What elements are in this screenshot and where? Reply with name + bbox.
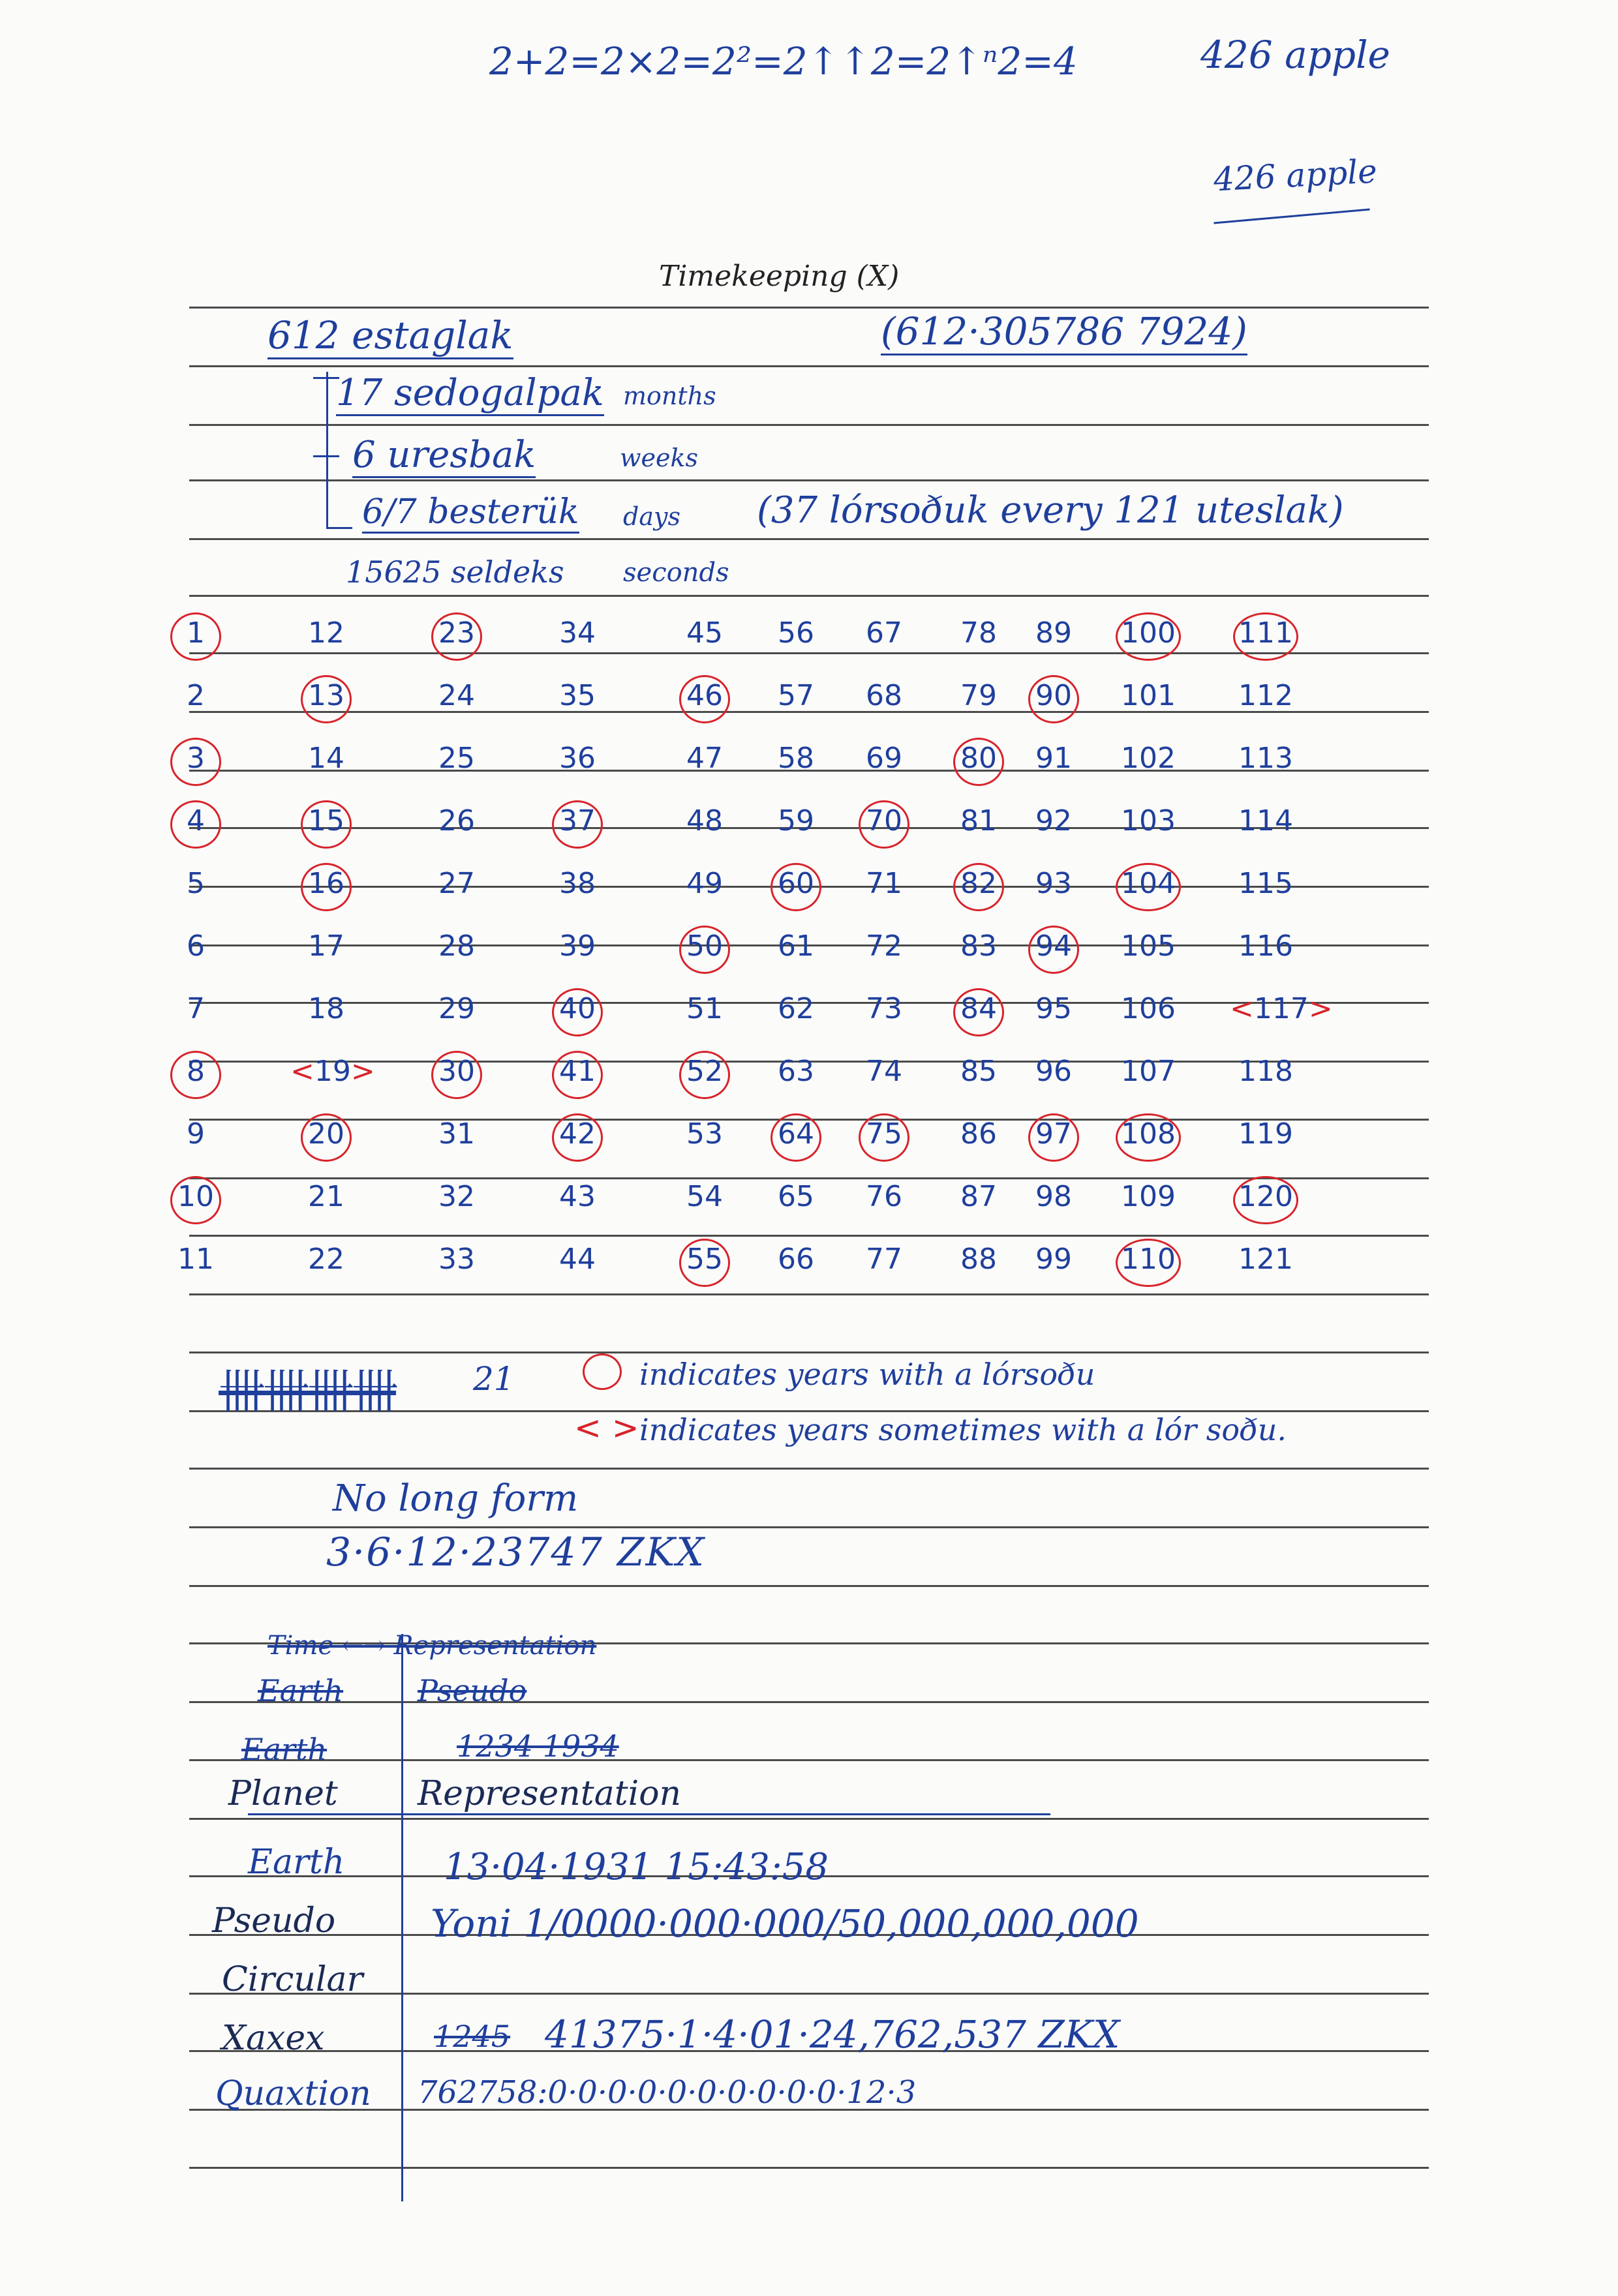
equation: 2+2=2×2=2²=2↑↑2=2↑ⁿ2=4: [489, 39, 1078, 83]
year-cell: 22: [308, 1243, 344, 1276]
year-cell: 3: [187, 742, 205, 775]
year-cell: 112: [1238, 679, 1293, 712]
year-cell: 61: [778, 929, 814, 963]
page-title: Timekeeping (X): [659, 260, 900, 293]
leap-year-circle: [1028, 1113, 1079, 1162]
leap-year-circle: [859, 800, 909, 849]
leap-year-circle: [1028, 926, 1079, 974]
year-cell: 39: [559, 929, 596, 963]
leap-year-circle: [431, 612, 482, 661]
year-cell: 102: [1121, 742, 1176, 775]
ruled-line: [189, 1993, 1429, 1995]
year-cell: 105: [1121, 929, 1176, 963]
year-cell: 71: [866, 867, 902, 900]
year-cell: 83: [960, 929, 997, 963]
year-cell: 8: [187, 1055, 205, 1088]
year-cell: 24: [438, 679, 475, 712]
leap-year-circle: [953, 988, 1004, 1036]
leap-year-circle: [771, 1113, 821, 1162]
year-cell: 37: [559, 804, 596, 838]
year-cell: 15: [308, 804, 344, 838]
leap-year-circle: [771, 863, 821, 911]
leap-year-circle: [170, 800, 221, 849]
ruled-line: [189, 479, 1429, 481]
year-cell: 12: [308, 616, 344, 650]
year-cell: 100: [1121, 616, 1176, 650]
leap-year-circle: [679, 675, 730, 723]
year-cell: 72: [866, 929, 902, 963]
table-divider: [401, 1634, 403, 2201]
year-cell: 73: [866, 992, 902, 1025]
ruled-line: [189, 307, 1429, 309]
year-cell: 53: [686, 1117, 723, 1151]
leap-year-circle: [679, 1051, 730, 1099]
leap-year-circle: [953, 738, 1004, 786]
year-cell: 97: [1035, 1117, 1072, 1151]
year-cell: 64: [778, 1117, 814, 1151]
long-form-note: No long form: [333, 1477, 579, 1520]
year-cell: 77: [866, 1243, 902, 1276]
year-cell: 34: [559, 616, 596, 650]
planet-xaxex: Xaxex: [222, 2019, 325, 2058]
year-cell: 28: [438, 929, 475, 963]
year-cell: 38: [559, 867, 596, 900]
year-cell: 50: [686, 929, 723, 963]
leap-year-circle: [859, 1113, 909, 1162]
year-cell: 21: [308, 1180, 344, 1213]
ruled-line: [189, 1235, 1429, 1237]
year-cell: 10: [177, 1180, 214, 1213]
year-cell: 94: [1035, 929, 1072, 963]
tally-marks: 卌卌卌卌: [219, 1364, 397, 1419]
year-cell: 67: [866, 616, 902, 650]
ruled-line: [189, 1759, 1429, 1761]
ruled-line: [189, 1701, 1429, 1703]
seconds-count: 15625 seldeks: [346, 554, 564, 590]
year-cell: 59: [778, 804, 814, 838]
year-cell: 111: [1238, 616, 1293, 650]
header-representation: Representation: [418, 1774, 682, 1813]
year-cell: 18: [308, 992, 344, 1025]
year-cell: 107: [1121, 1055, 1176, 1088]
ruled-line: [189, 2167, 1429, 2169]
year-cell: 11: [177, 1243, 214, 1276]
bracket-tick: [326, 527, 352, 529]
bracket-tick: [313, 377, 339, 379]
year-cell: 51: [686, 992, 723, 1025]
year-cell: <117>: [1230, 992, 1333, 1025]
year-cell: 121: [1238, 1243, 1293, 1276]
year-cell: 26: [438, 804, 475, 838]
year-cell: 115: [1238, 867, 1293, 900]
crossed-header-pseudo: Pseudo: [418, 1673, 527, 1708]
year-cell: 78: [960, 616, 997, 650]
ruled-line: [189, 1585, 1429, 1587]
year-cell: 44: [559, 1243, 596, 1276]
year-cell: 25: [438, 742, 475, 775]
year-cell: 2: [187, 679, 205, 712]
tally-count: 21: [473, 1360, 515, 1398]
planet-earth: Earth: [248, 1843, 345, 1882]
xaxex-struck: 1245: [434, 2019, 511, 2054]
year-cell: 104: [1121, 867, 1176, 900]
legend-circle-text: indicates years with a lórsoðu: [639, 1357, 1095, 1392]
months-gloss: months: [623, 382, 716, 410]
leap-year-circle: [1233, 1176, 1298, 1224]
year-cell: 118: [1238, 1055, 1293, 1088]
days-count: 6/7 besterük: [362, 492, 579, 534]
leap-year-circle: [301, 863, 352, 911]
leap-year-circle: [552, 988, 603, 1036]
days-gloss: days: [623, 502, 680, 531]
year-cell: 68: [866, 679, 902, 712]
planet-quaxtion: Quaxtion: [215, 2074, 371, 2113]
year-cell: 35: [559, 679, 596, 712]
ruled-line: [189, 1293, 1429, 1295]
ruled-line: [189, 538, 1429, 540]
year-cell: 27: [438, 867, 475, 900]
ruled-line: [189, 1177, 1429, 1179]
seconds-gloss: seconds: [623, 558, 729, 588]
repr-earth: 13·04·1931 15:43:58: [444, 1846, 829, 1888]
leap-year-circle: [679, 1239, 730, 1287]
year-cell: 74: [866, 1055, 902, 1088]
planet-circular: Circular: [222, 1960, 363, 1999]
leap-year-circle: [679, 926, 730, 974]
year-cell: 76: [866, 1180, 902, 1213]
leap-year-circle: [1116, 1113, 1181, 1162]
repr-quaxtion: 762758:0·0·0·0·0·0·0·0·0·0·12·3: [418, 2074, 917, 2111]
leap-year-circle: [1233, 612, 1298, 661]
year-cell: 17: [308, 929, 344, 963]
leap-year-circle: [170, 738, 221, 786]
year-cell: 85: [960, 1055, 997, 1088]
weeks-count: 6 uresbak: [352, 434, 536, 478]
crossed-header-earth-2: Earth: [241, 1732, 328, 1767]
year-cell: 40: [559, 992, 596, 1025]
year-cell: 89: [1035, 616, 1072, 650]
year-cell: 88: [960, 1243, 997, 1276]
year-cell: 20: [308, 1117, 344, 1151]
leap-year-circle: [170, 1176, 221, 1224]
repr-xaxex: 41375·1·4·01·24,762,537 ZKX: [545, 2012, 1120, 2057]
year-cell: 92: [1035, 804, 1072, 838]
year-cell: 63: [778, 1055, 814, 1088]
year-cell: 116: [1238, 929, 1293, 963]
era-name: 612 estaglak: [267, 313, 513, 359]
year-cell: 113: [1238, 742, 1293, 775]
year-cell: 55: [686, 1243, 723, 1276]
year-cell: 90: [1035, 679, 1072, 712]
leap-year-circle: [301, 1113, 352, 1162]
year-cell: 48: [686, 804, 723, 838]
year-cell: 9: [187, 1117, 205, 1151]
crossed-header-earth: Earth: [258, 1673, 344, 1708]
year-cell: 16: [308, 867, 344, 900]
year-cell: 87: [960, 1180, 997, 1213]
year-cell: 69: [866, 742, 902, 775]
ruled-line: [189, 595, 1429, 597]
crossed-header-years: 1234 1934: [457, 1729, 619, 1764]
year-cell: 29: [438, 992, 475, 1025]
year-cell: 57: [778, 679, 814, 712]
year-cell: 13: [308, 679, 344, 712]
year-cell: 52: [686, 1055, 723, 1088]
ruled-line: [189, 424, 1429, 426]
leap-year-circle: [953, 863, 1004, 911]
year-cell: 43: [559, 1180, 596, 1213]
leap-year-circle: [552, 1051, 603, 1099]
apple-underline: [1214, 209, 1369, 224]
year-cell: 80: [960, 742, 997, 775]
weeks-gloss: weeks: [620, 444, 699, 472]
leap-year-circle: [1028, 675, 1079, 723]
year-cell: 42: [559, 1117, 596, 1151]
year-cell: 106: [1121, 992, 1176, 1025]
year-cell: 58: [778, 742, 814, 775]
legend-angle-icon: < >: [574, 1409, 639, 1447]
year-cell: 56: [778, 616, 814, 650]
year-cell: 41: [559, 1055, 596, 1088]
leap-year-circle: [301, 675, 352, 723]
year-cell: 103: [1121, 804, 1176, 838]
year-cell: 101: [1121, 679, 1176, 712]
year-cell: 82: [960, 867, 997, 900]
crossed-header-time: Time ←→ Representation: [267, 1631, 597, 1661]
year-cell: 98: [1035, 1180, 1072, 1213]
year-cell: 79: [960, 679, 997, 712]
year-cell: 62: [778, 992, 814, 1025]
bracket-tick: [313, 455, 339, 457]
year-cell: 109: [1121, 1180, 1176, 1213]
unit-bracket: [326, 372, 328, 528]
apple-note-1: 426 apple: [1200, 33, 1390, 77]
legend-angle-text: indicates years sometimes with a lór soðu.: [639, 1412, 1287, 1447]
year-cell: 36: [559, 742, 596, 775]
year-cell: 45: [686, 616, 723, 650]
year-cell: 91: [1035, 742, 1072, 775]
year-cell: 30: [438, 1055, 475, 1088]
year-cell: 5: [187, 867, 205, 900]
leap-year-circle: [1116, 1239, 1181, 1287]
year-cell: 7: [187, 992, 205, 1025]
leap-year-circle: [1116, 863, 1181, 911]
year-cell: 1: [187, 616, 205, 650]
planet-pseudo: Pseudo: [212, 1901, 336, 1941]
year-cell: 46: [686, 679, 723, 712]
year-cell: 14: [308, 742, 344, 775]
legend-circle-icon: [583, 1353, 622, 1390]
year-cell: 33: [438, 1243, 475, 1276]
year-cell: 93: [1035, 867, 1072, 900]
year-cell: 66: [778, 1243, 814, 1276]
year-cell: 99: [1035, 1243, 1072, 1276]
era-value: (612·305786 7924): [881, 309, 1247, 355]
year-cell: 4: [187, 804, 205, 838]
year-cell: 23: [438, 616, 475, 650]
leap-year-circle: [431, 1051, 482, 1099]
year-cell: 119: [1238, 1117, 1293, 1151]
leap-year-circle: [170, 612, 221, 661]
year-cell: 47: [686, 742, 723, 775]
leap-year-circle: [552, 800, 603, 849]
year-cell: 70: [866, 804, 902, 838]
ruled-line: [189, 1818, 1429, 1820]
months-count: 17 sedogalpak: [336, 372, 604, 416]
table-header-rule: [248, 1813, 1050, 1815]
header-planet: Planet: [228, 1774, 338, 1813]
year-cell: 114: [1238, 804, 1293, 838]
year-cell: 110: [1121, 1243, 1176, 1276]
year-cell: 86: [960, 1117, 997, 1151]
year-cell: 6: [187, 929, 205, 963]
year-cell: 81: [960, 804, 997, 838]
year-cell: 49: [686, 867, 723, 900]
ruled-line: [189, 1468, 1429, 1470]
ruled-line: [189, 365, 1429, 367]
year-cell: 31: [438, 1117, 475, 1151]
repr-pseudo: Yoni 1/0000·000·000/50,000,000,000: [431, 1901, 1139, 1946]
leap-year-circle: [170, 1051, 221, 1099]
year-cell: <19>: [290, 1055, 375, 1088]
leap-year-circle: [301, 800, 352, 849]
year-cell: 65: [778, 1180, 814, 1213]
year-cell: 60: [778, 867, 814, 900]
year-cell: 120: [1238, 1180, 1293, 1213]
long-form-value: 3·6·12·23747 ZKX: [326, 1530, 706, 1575]
year-cell: 75: [866, 1117, 902, 1151]
leap-rule: (37 lórsoðuk every 121 uteslak): [757, 489, 1344, 532]
year-cell: 96: [1035, 1055, 1072, 1088]
leap-year-circle: [1116, 612, 1181, 661]
leap-year-circle: [552, 1113, 603, 1162]
year-cell: 84: [960, 992, 997, 1025]
apple-note-2: 426 apple: [1212, 152, 1379, 199]
year-cell: 54: [686, 1180, 723, 1213]
ruled-line: [189, 1526, 1429, 1528]
year-cell: 95: [1035, 992, 1072, 1025]
year-cell: 32: [438, 1180, 475, 1213]
year-cell: 108: [1121, 1117, 1176, 1151]
